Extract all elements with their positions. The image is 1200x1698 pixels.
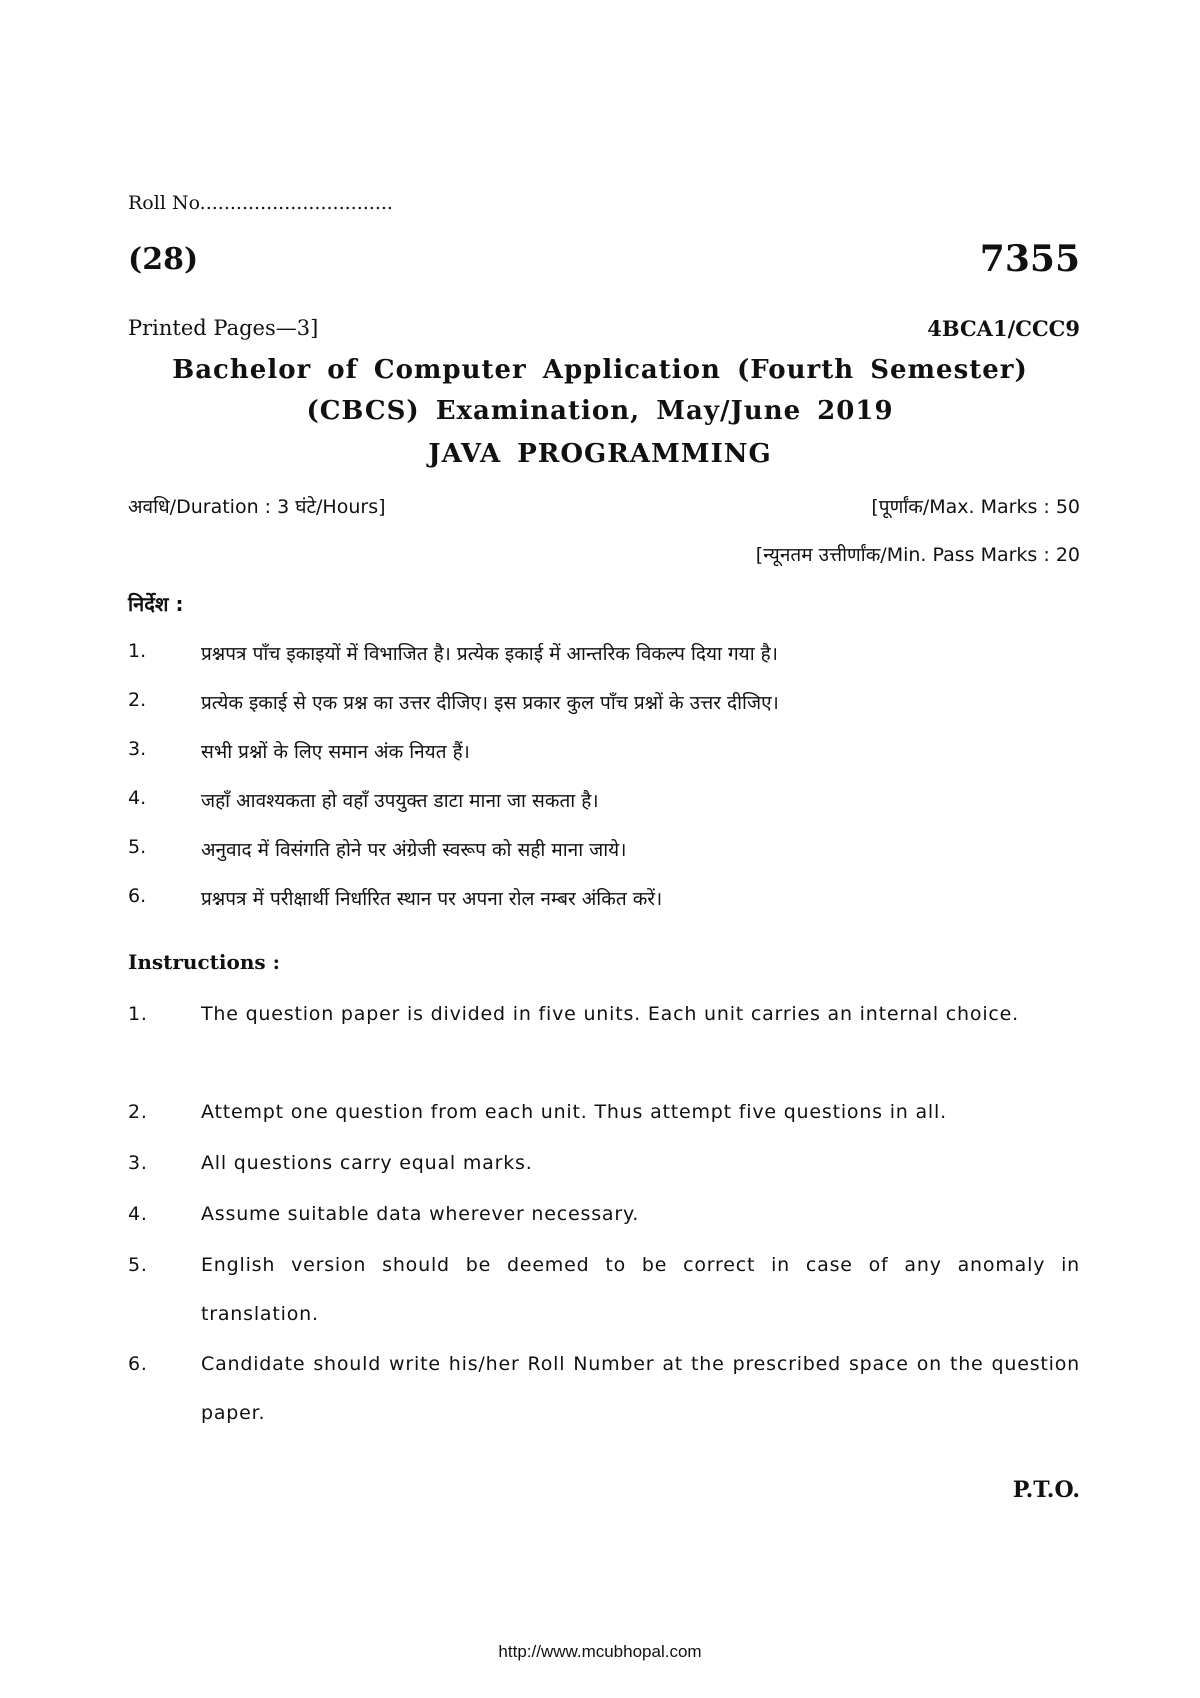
item-text: सभी प्रश्नों के लिए समान अंक नियत हैं। — [201, 741, 470, 763]
item-number: 6. — [128, 885, 147, 907]
max-marks: [पूर्णांक/Max. Marks : 50 — [871, 496, 1080, 518]
english-instructions-heading: Instructions : — [128, 950, 280, 974]
paper-series-code: (28) — [128, 242, 199, 277]
item-text: प्रश्नपत्र में परीक्षार्थी निर्धारित स्थान पर अपना रोल नम्बर अंकित करें। — [201, 888, 663, 910]
item-number: 1. — [128, 640, 147, 662]
subject-code: 4BCA1/CCC9 — [927, 316, 1080, 341]
duration: अवधि/Duration : 3 घंटे/Hours] — [128, 496, 386, 518]
item-number: 2. — [128, 1101, 148, 1123]
item-number: 5. — [128, 1254, 148, 1276]
item-number: 1. — [128, 1003, 148, 1025]
exam-title: (CBCS) Examination, May/June 2019 — [306, 396, 894, 426]
hindi-instructions-heading: निर्देश : — [128, 592, 184, 616]
paper-number: 7355 — [979, 238, 1080, 280]
item-number: 3. — [128, 738, 147, 760]
item-text: प्रत्येक इकाई से एक प्रश्न का उत्तर दीजिए। इस प्रकार कुल पाँच प्रश्नों के उत्तर दीजिए। — [201, 692, 779, 714]
course-title: Bachelor of Computer Application (Fourth Semester) — [172, 355, 1028, 385]
item-text: Candidate should write his/her Roll Number at the prescribed space on the question paper. — [201, 1353, 1080, 1424]
item-number: 3. — [128, 1152, 148, 1174]
printed-pages: Printed Pages—3] — [128, 316, 319, 340]
item-number: 5. — [128, 836, 147, 858]
footer-url: http://www.mcubhopal.com — [498, 1642, 702, 1661]
item-text: प्रश्नपत्र पाँच इकाइयों में विभाजित है। प्रत्येक इकाई में आन्तरिक विकल्प दिया गया है। — [201, 643, 778, 665]
item-number: 2. — [128, 689, 147, 711]
min-pass-marks: [न्यूनतम उत्तीर्णांक/Min. Pass Marks : 20 — [755, 544, 1080, 566]
subject-title: JAVA PROGRAMMING — [428, 439, 772, 469]
item-text: जहाँ आवश्यकता हो वहाँ उपयुक्त डाटा माना जा सकता है। — [201, 790, 599, 812]
item-text: अनुवाद में विसंगति होने पर अंग्रेजी स्वरूप को सही माना जाये। — [201, 839, 627, 861]
item-text: Assume suitable data wherever necessary. — [201, 1203, 640, 1225]
item-number: 4. — [128, 1203, 148, 1225]
item-text: Attempt one question from each unit. Thus attempt five questions in all. — [201, 1101, 947, 1123]
please-turn-over: P.T.O. — [1012, 1477, 1080, 1503]
item-number: 6. — [128, 1353, 148, 1375]
item-number: 4. — [128, 787, 147, 809]
item-text: All questions carry equal marks. — [201, 1152, 533, 1174]
item-text: English version should be deemed to be correct in case of any anomaly in translation. — [201, 1254, 1080, 1325]
item-text: The question paper is divided in five units. Each unit carries an internal choice. — [201, 1003, 1019, 1025]
roll-number-field: Roll No................................ — [128, 192, 393, 214]
